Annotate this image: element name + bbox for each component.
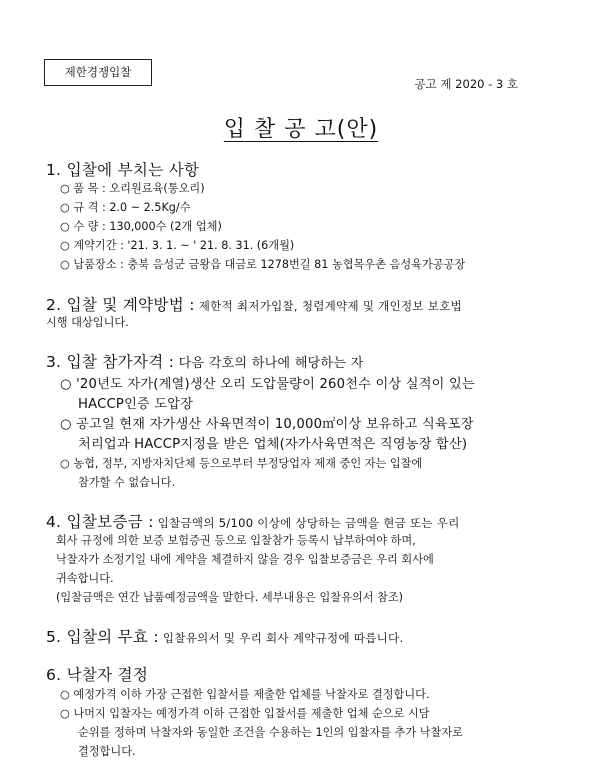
section4-heading: 4. 입찰보증금 :: [46, 513, 154, 531]
section1-item-spec: ○ 규 격 : 2.0 ~ 2.5Kg/수: [60, 201, 191, 214]
section4-line2: 회사 규정에 의한 보증 보험증권 등으로 입찰참가 등록시 납부하여야 하며,: [56, 534, 416, 547]
section3-heading-line: [46, 350, 364, 372]
section3-item3-cont: 참가할 수 없습니다.: [78, 476, 176, 489]
section4-text: 입찰금액의 5/100 이상에 상당하는 금액을 현금 또는 우리: [153, 516, 460, 530]
section3-heading: 3. 입찰 참가자격 :: [46, 353, 175, 371]
section6-item2: ○ 나머지 입찰자는 예정가격 이하 근접한 입찰서를 제출한 업체 순으로 시담: [60, 707, 430, 720]
section6-item2-cont2: 결정합니다.: [78, 745, 136, 758]
section3-item3: ○ 농협, 정부, 지방자치단체 등으로부터 부정당업자 제재 중인 자는 입찰에: [60, 457, 423, 470]
section5-heading: 5. 입찰의 무효 :: [46, 628, 159, 646]
section1-item-item: ○ 품 목 : 오리원료육(통오리): [60, 182, 205, 195]
section6-item2-cont: 순위를 정하며 낙찰자와 동일한 조건을 수용하는 1인의 입찰자를 추가 낙찰자로: [78, 726, 463, 739]
section2-heading-line: [46, 293, 462, 315]
section5-heading-line: [46, 625, 403, 647]
bid-type-tag: 제한경쟁입찰: [44, 59, 152, 86]
section5-text: 입찰유의서 및 우리 회사 계약규정에 따릅니다.: [158, 631, 404, 645]
section3-heading-text: 다음 각호의 하나에 해당하는 자: [174, 356, 364, 371]
section3-item1-cont: HACCP인증 도압장: [78, 397, 194, 412]
section4-heading-line: [46, 510, 460, 532]
section4-line3: 낙찰자가 소정기일 내에 계약을 체결하지 않을 경우 입찰보증금은 우리 회사에: [56, 553, 434, 566]
page-title-text: 입 찰 공 고(안): [223, 117, 379, 142]
section2-heading: 2. 입찰 및 계약방법 :: [46, 296, 195, 314]
section1-heading: 1. 입찰에 부치는 사항: [46, 161, 200, 179]
section4-line4: 귀속합니다.: [56, 572, 114, 585]
section2-text-cont: 시행 대상입니다.: [46, 316, 129, 329]
section1-item-period: ○ 계약기간 : '21. 3. 1. ~ ' 21. 8. 31. (6개월): [60, 239, 295, 252]
section6-item1: ○ 예정가격 이하 가장 근접한 입찰서를 제출한 업체를 낙찰자로 결정합니다.: [60, 688, 430, 701]
section3-item2-cont: 처리업과 HACCP지정을 받은 업체(자가사육면적은 직영농장 합산): [78, 437, 468, 452]
section4-line5: (입찰금액은 연간 납품예정금액을 말한다. 세부내용은 입찰유의서 참조): [56, 591, 404, 604]
page-title: [0, 112, 602, 143]
section3-item1: ○ '20년도 자가(계열)생산 오리 도압물량이 260천수 이상 실적이 있는: [60, 377, 475, 392]
section6-heading: 6. 낙찰자 결정: [46, 666, 149, 684]
section2-text: 제한적 최저가입찰, 청렴계약제 및 개인정보 보호법: [194, 299, 463, 313]
section3-item2: ○ 공고일 현재 자가생산 사육면적이 10,000㎡이상 보유하고 식육포장: [60, 417, 474, 432]
section1-item-location: ○ 납품장소 : 충북 음성군 금왕읍 대금로 1278번길 81 농협목우촌 음성육가공공장: [60, 258, 466, 271]
notice-number: 공고 제 2020 - 3 호: [414, 77, 518, 91]
section1-item-quantity: ○ 수 량 : 130,000수 (2개 업체): [60, 220, 222, 233]
